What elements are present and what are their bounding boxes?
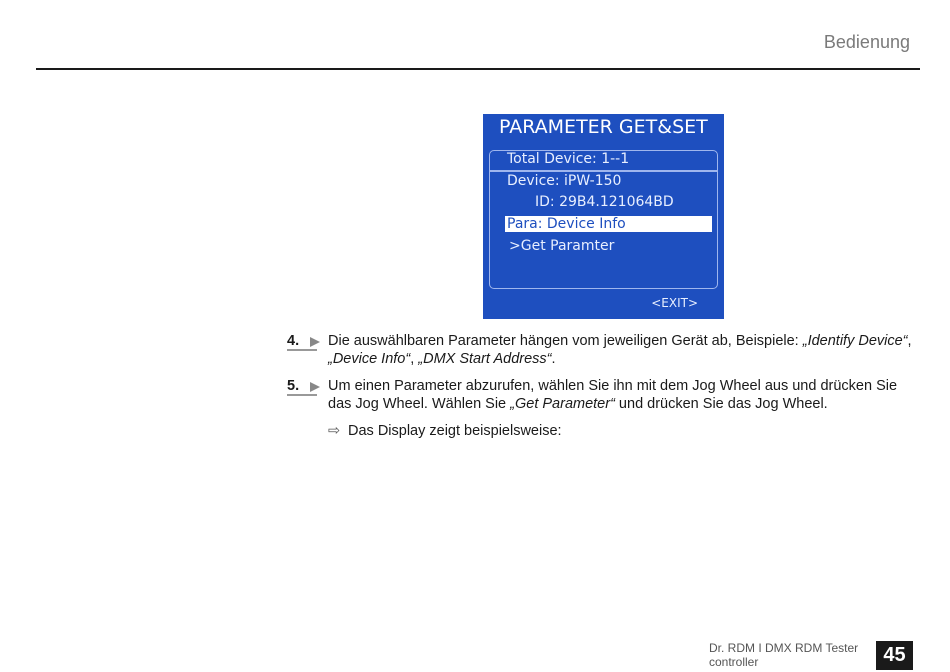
step-text: Um einen Parameter abzurufen, wählen Sie ihn mit dem Jog Wheel aus und drücken Sie das Jog Wheel. Wählen Sie „Get Parameter“ und drücken Sie das Jog Wheel. <box>328 378 898 412</box>
footer-product-name: Dr. RDM I DMX RDM Tester controller <box>709 641 859 669</box>
result-arrow-icon: ⇨ <box>328 423 341 439</box>
device-display-screenshot <box>483 114 724 319</box>
step-4 <box>287 332 917 368</box>
step-text: Die auswählbaren Parameter hängen vom jeweiligen Gerät ab, Beispiele: „Identify Device“, „Device Info“, „DMX Start Address“. <box>328 333 912 367</box>
page-number: 45 <box>876 641 913 670</box>
display-exit: <EXIT> <box>651 296 698 310</box>
display-title: PARAMETER GET&SET <box>499 116 708 138</box>
step-underline <box>287 394 317 396</box>
step-number: 4. <box>287 333 300 349</box>
step-5 <box>287 377 917 413</box>
display-divider <box>489 170 718 172</box>
display-para-selected: Para: Device Info <box>505 216 712 232</box>
step-number: 5. <box>287 378 300 394</box>
display-total-device: Total Device: 1--1 <box>507 151 630 167</box>
display-id: ID: 29B4.121064BD <box>535 194 674 210</box>
result-text: Das Display zeigt beispielsweise: <box>348 423 562 439</box>
step-underline <box>287 349 317 351</box>
result-line <box>328 423 562 439</box>
display-get-param: >Get Paramter <box>509 238 615 254</box>
section-title: Bedienung <box>823 32 910 52</box>
display-device: Device: iPW-150 <box>507 173 622 189</box>
header-divider <box>36 68 920 70</box>
